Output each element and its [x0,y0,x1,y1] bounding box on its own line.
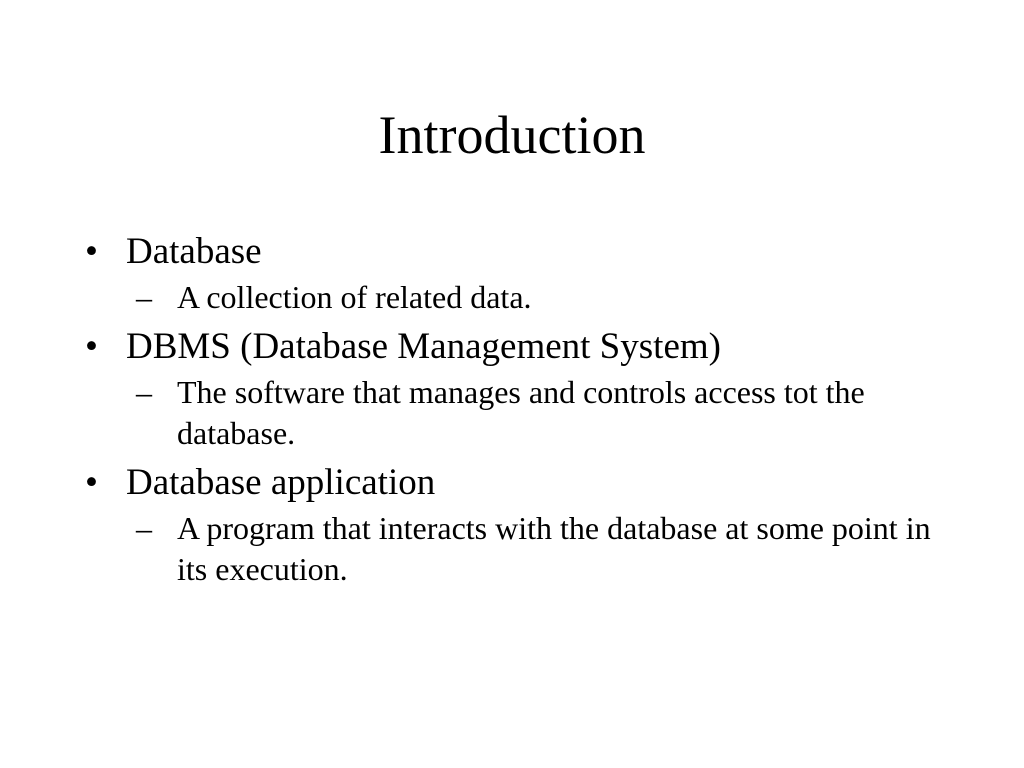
bullet-heading: DBMS (Database Management System) [126,326,721,367]
bullet-item-database-application [85,460,945,590]
bullet-item-database [85,229,945,318]
sub-item-text: A program that interacts with the database at some point in its execution. [177,510,931,587]
sub-list [126,277,945,318]
bullet-list [85,229,945,596]
sub-item-text: The software that manages and controls access tot the database. [177,374,865,451]
sub-item-text: A collection of related data. [177,279,532,315]
sub-item [132,372,945,454]
bullet-dot-icon: • [85,462,98,503]
dash-icon: – [136,279,152,315]
sub-list [126,372,945,454]
dash-icon: – [136,374,152,410]
sub-item [132,508,945,590]
sub-item [132,277,945,318]
dash-icon: – [136,510,152,546]
bullet-heading: Database application [126,462,436,503]
bullet-dot-icon: • [85,326,98,367]
bullet-dot-icon: • [85,231,98,272]
bullet-heading: Database [126,231,262,272]
bullet-item-dbms [85,324,945,454]
sub-list [126,508,945,590]
slide-title: Introduction [378,105,646,165]
